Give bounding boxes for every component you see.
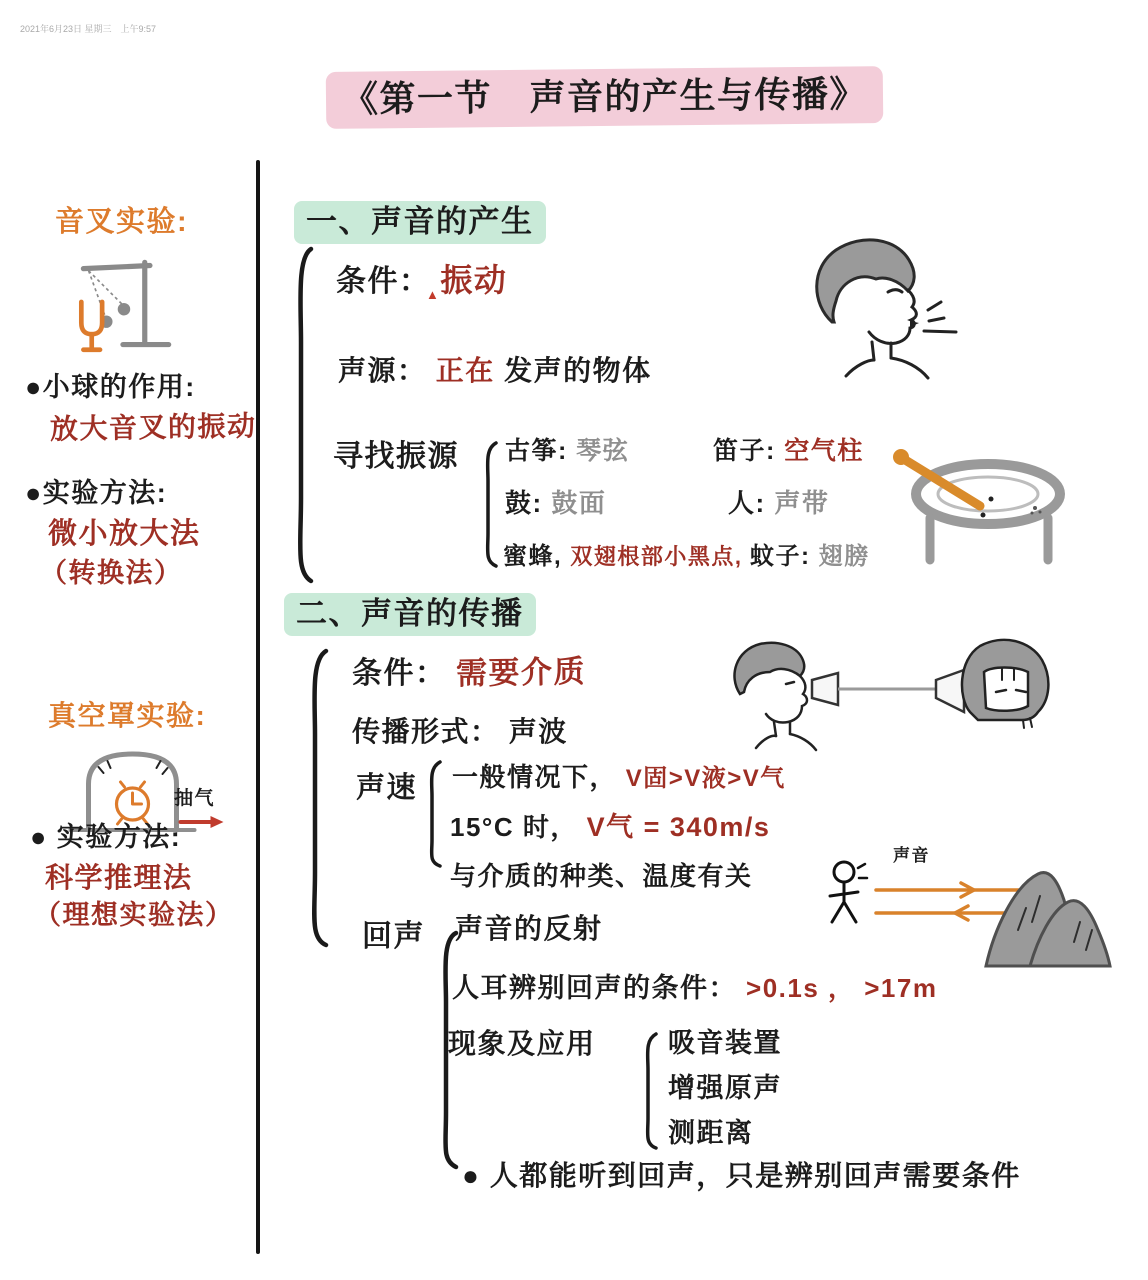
section2-heading: 二、声音的传播	[284, 593, 536, 636]
echo-definition: 声音的反射	[455, 913, 603, 944]
section1-brace	[290, 246, 316, 584]
echo-condition-label: 人耳辨别回声的条件：	[452, 973, 737, 1003]
example-bee-value: 双翅根部小黑点,	[570, 544, 743, 569]
tuning-method-label: ●实验方法:	[25, 478, 168, 508]
vacuum-jar-heading: 真空罩实验:	[48, 700, 207, 731]
condition1-value: 振动	[440, 262, 508, 298]
speaking-person-illustration	[788, 228, 973, 388]
example-drum-value: 鼓面	[551, 488, 607, 518]
sound-source-rest: 发声的物体	[504, 355, 652, 386]
condition2-value: 需要介质	[456, 653, 587, 692]
example-guzheng-label: 古筝:	[505, 437, 568, 465]
page-title: 《第一节 声音的产生与传播》	[326, 66, 884, 129]
condition2-label: 条件：	[352, 657, 447, 690]
ball-purpose-label: ●小球的作用:	[25, 372, 196, 402]
speed-15c-black: 15°C 时，	[450, 812, 578, 842]
example-flute-value: 空气柱	[784, 437, 864, 465]
speed-general-black: 一般情况下，	[452, 762, 618, 792]
note-timestamp: 2021年6月23日 星期三 上午9:57	[20, 24, 157, 34]
emphasis-triangle-icon: ▲	[426, 287, 441, 302]
tuning-fork-heading: 音叉实验:	[55, 206, 189, 238]
echo-apps-label: 现象及应用	[448, 1028, 596, 1059]
sound-source-highlight: 正在	[435, 355, 495, 386]
tuning-method-value: 微小放大法	[48, 518, 201, 550]
example-mosquito-label: 蚊子:	[750, 543, 811, 570]
speed-medium-note: 与介质的种类、温度有关	[450, 861, 753, 891]
find-source-brace	[480, 441, 500, 568]
ball-purpose-value: 放大音叉的振动	[49, 410, 257, 445]
drum-illustration	[888, 442, 1073, 572]
example-guzheng-value: 琴弦	[576, 437, 630, 465]
echo-condition-value: >0.1s ， >17m	[746, 973, 938, 1003]
string-telephone-illustration	[712, 632, 1057, 767]
example-human-label: 人:	[728, 488, 766, 518]
section1-heading: 一、声音的产生	[294, 201, 546, 244]
echo-app-strengthen: 增强原声	[668, 1073, 782, 1103]
tuning-method-note: （转换法）	[40, 558, 183, 588]
sound-speed-brace	[424, 760, 444, 868]
divider-line	[256, 160, 260, 1254]
example-bee-label: 蜜蜂,	[503, 543, 563, 570]
echo-note: ● 人都能听到回声，只是辨别回声需要条件	[462, 1160, 1021, 1191]
speed-15c-red: V气 = 340m/s	[586, 812, 771, 842]
section2-brace	[304, 648, 330, 948]
example-flute-label: 笛子:	[713, 437, 776, 465]
vacuum-method-value: 科学推理法	[45, 862, 193, 893]
sound-speed-label: 声速	[356, 772, 418, 804]
pump-air-label: 抽气	[174, 788, 216, 809]
propagation-form-label: 传播形式：	[352, 716, 500, 747]
sound-source-label: 声源：	[338, 355, 427, 386]
mountain-echo-illustration	[818, 838, 1108, 973]
tuning-fork-illustration	[60, 252, 190, 356]
condition1-label: 条件：	[336, 265, 431, 298]
echo-label: 回声	[362, 920, 425, 953]
echo-app-absorb: 吸音装置	[668, 1028, 782, 1058]
vacuum-method-label: ● 实验方法:	[30, 822, 182, 852]
speed-general-red: V固>V液>V气	[625, 765, 786, 792]
example-mosquito-value: 翅膀	[818, 543, 870, 570]
example-drum-label: 鼓:	[505, 488, 543, 518]
echo-app-distance: 测距离	[668, 1118, 754, 1148]
example-human-value: 声带	[774, 488, 830, 518]
vacuum-method-note: （理想实验法）	[34, 900, 234, 930]
echo-arrow-label: 声音	[893, 846, 930, 865]
propagation-form-value: 声波	[508, 716, 568, 747]
echo-apps-brace	[640, 1032, 660, 1150]
find-source-label: 寻找振源	[333, 440, 459, 473]
